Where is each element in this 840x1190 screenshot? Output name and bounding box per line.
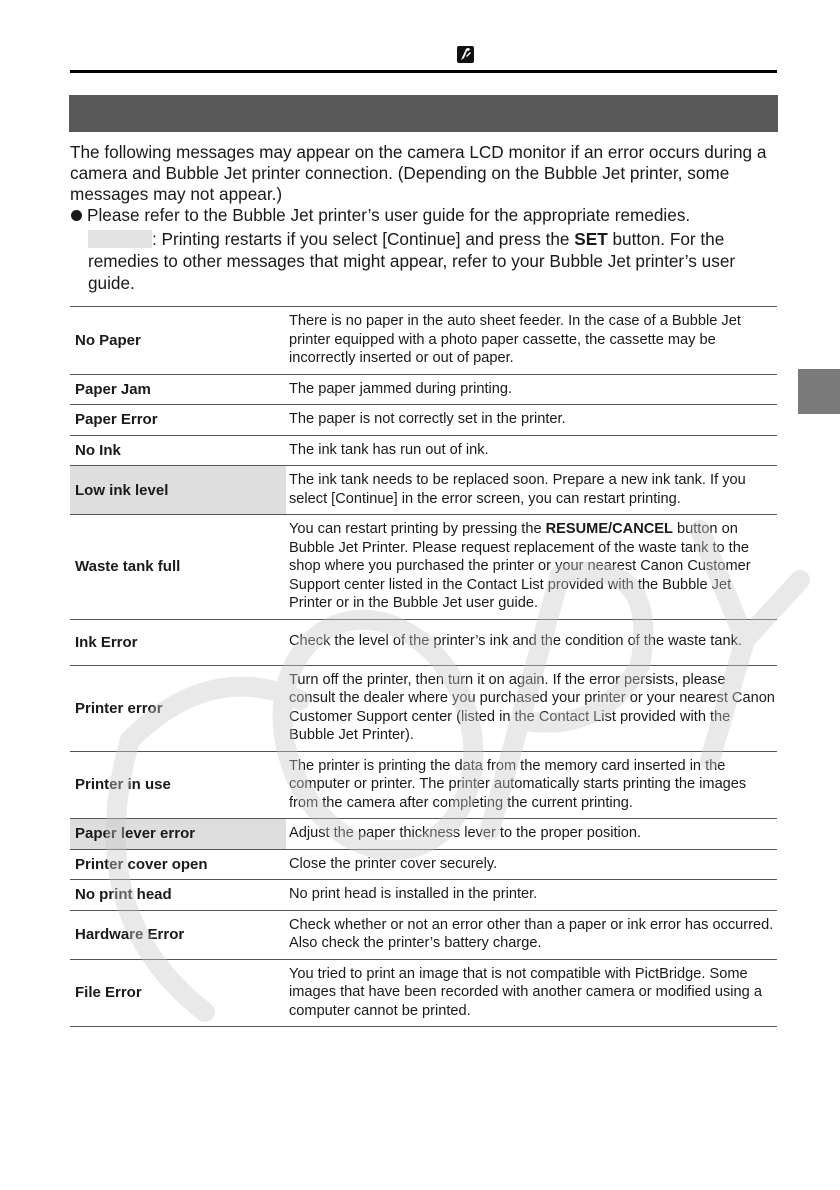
error-message-name: Ink Error <box>75 633 138 651</box>
table-row <box>70 849 777 880</box>
error-description: The paper jammed during printing. <box>289 380 513 397</box>
table-row <box>70 910 777 959</box>
error-message-name: Printer cover open <box>75 855 208 873</box>
error-message-name: Printer error <box>75 699 163 717</box>
table-row <box>70 515 777 620</box>
error-message-name: No Paper <box>75 331 141 349</box>
header-rule <box>70 70 777 73</box>
pictbridge-icon <box>457 46 474 63</box>
error-message-name: Paper Error <box>75 411 158 429</box>
error-description: Check whether or not an error other than a paper or ink error has occurred. Also check the printer’s battery charge. <box>289 916 774 951</box>
error-message-name: No Ink <box>75 441 121 459</box>
error-description: Check the level of the printer’s ink and the condition of the waste tank. <box>289 633 742 650</box>
table-row <box>70 374 777 405</box>
bullet-text: Please refer to the Bubble Jet printer’s user guide for the appropriate remedies. <box>87 205 691 225</box>
error-message-name: No print head <box>75 886 172 904</box>
set-button-name: SET <box>574 229 608 249</box>
table-row <box>70 959 777 1027</box>
section-title-bar <box>69 95 778 132</box>
table-row <box>70 435 777 466</box>
error-message-name: Waste tank full <box>75 558 181 576</box>
error-description: You tried to print an image that is not compatible with PictBridge. Some images that have been recorded with another camera or modified using a computer cannot be printed. <box>289 965 762 1019</box>
error-message-name: Hardware Error <box>75 926 185 943</box>
table-row <box>70 307 777 375</box>
table-row <box>70 466 777 515</box>
error-description: Turn off the printer, then turn it on again. If the error persists, please consult the dealer where you purchased your printer or your nearest Canon Customer Support center (listed in the Contact List provided with the Bubble Jet Printer). <box>289 671 775 743</box>
error-message-table <box>70 306 777 1027</box>
error-message-name: File Error <box>75 984 142 1002</box>
table-row <box>70 619 777 665</box>
error-message-name: Low ink level <box>70 466 286 515</box>
table-row <box>70 665 777 751</box>
table-row <box>70 405 777 436</box>
error-description: Adjust the paper thickness lever to the proper position. <box>289 825 642 841</box>
table-row <box>70 880 777 911</box>
intro-bullet <box>70 205 770 226</box>
error-description: The ink tank has run out of ink. <box>289 441 489 458</box>
error-message-name: Printer in use <box>75 776 171 794</box>
error-description: You can restart printing by pressing the RESUME/CANCEL button on Bubble Jet Printer. Please request replacement of the waste tank to the shop where you purchased the printer or your nearest Canon Customer Support center listed in the Contact List provided with the Bubble Jet Printer or in the Bubble Jet user guide. <box>289 521 751 611</box>
error-description: The printer is printing the data from the memory card inserted in the computer or printer. The printer automatically starts printing the images from the camera after completing the current printing. <box>289 757 747 811</box>
error-description: The paper is not correctly set in the printer. <box>289 411 566 427</box>
bullet-icon <box>71 210 82 221</box>
error-description: Close the printer cover securely. <box>289 855 498 872</box>
resume-cancel-button-name: RESUME/CANCEL <box>545 521 673 537</box>
table-row <box>70 751 777 819</box>
chapter-side-tab <box>798 369 840 414</box>
intro-paragraph: The following messages may appear on the camera LCD monitor if an error occurs during a camera and Bubble Jet printer connection. (Depending on the Bubble Jet printer, some messages may not appear.) <box>70 142 767 204</box>
error-description: No print head is installed in the printer. <box>289 886 538 902</box>
error-message-name: Paper Jam <box>75 380 151 398</box>
error-message-name: Paper lever error <box>70 819 286 850</box>
error-description: The ink tank needs to be replaced soon. Prepare a new ink tank. If you select [Continue] in the error screen, you can restart printing. <box>289 472 746 507</box>
continue-note: : Printing restarts if you select [Continue] and press the SET button. For the remedies to other messages that might appear, refer to your Bubble Jet printer’s user guide. <box>88 229 736 293</box>
table-row <box>70 819 777 850</box>
error-description: There is no paper in the auto sheet feeder. In the case of a Bubble Jet printer equipped with a photo paper cassette, the cassette may be incorrectly inserted or out of paper. <box>289 313 741 366</box>
continue-label-tag <box>88 230 152 248</box>
intro-section <box>70 142 770 294</box>
